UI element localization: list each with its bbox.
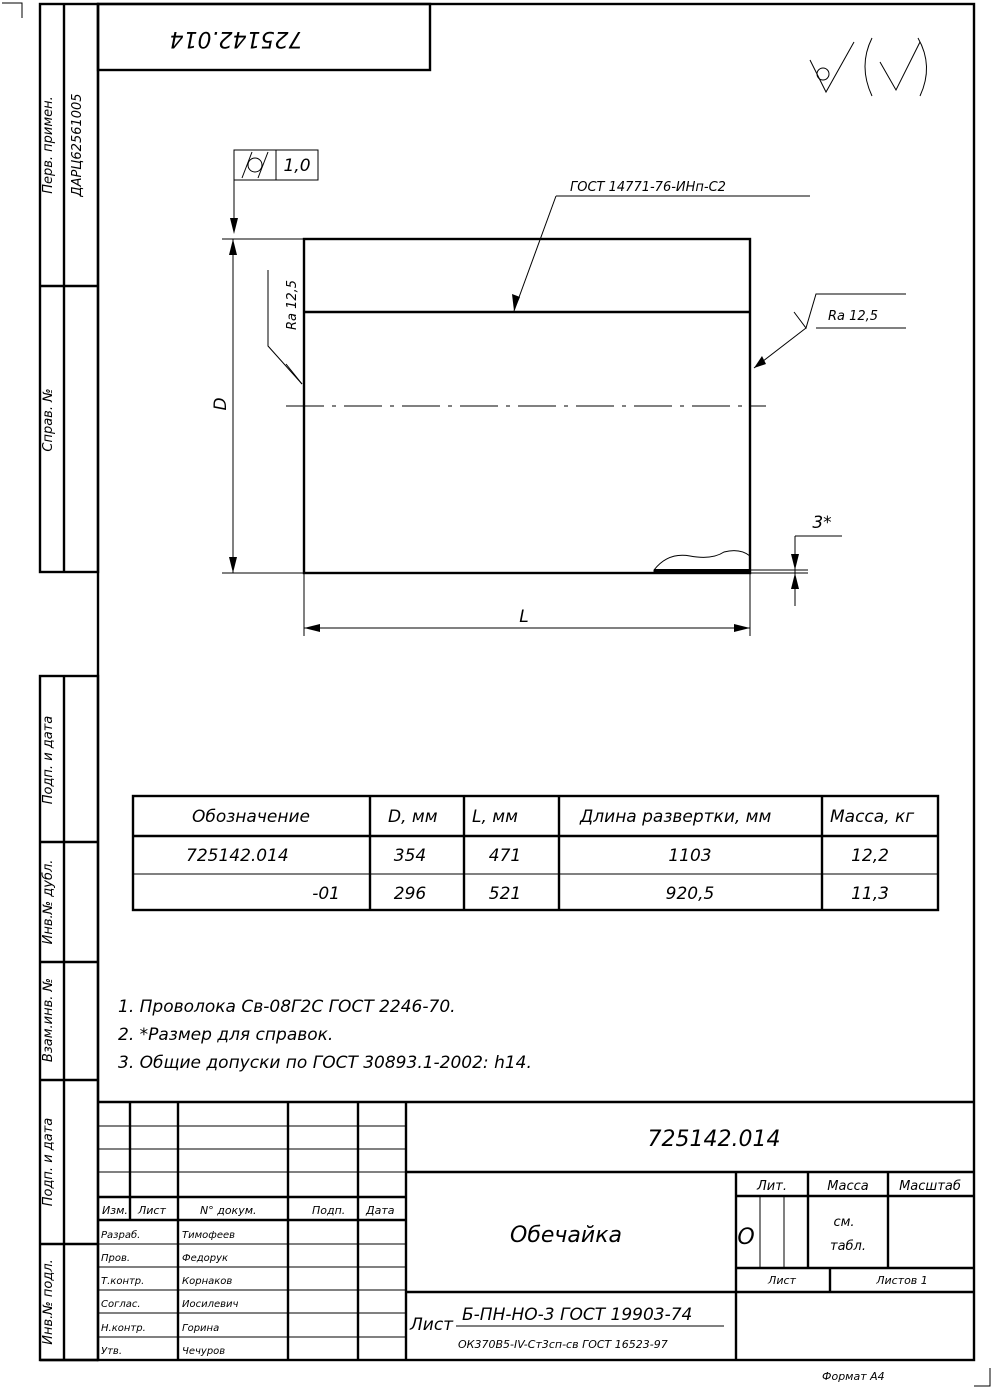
table-cell: -01 (312, 884, 340, 904)
material-prefix: Лист (410, 1315, 454, 1335)
title-block (98, 1102, 974, 1360)
roughness-right (754, 294, 906, 368)
note-2: 2. *Размер для справок. (118, 1025, 334, 1045)
podp-data-label: Подп. и дата (41, 715, 56, 805)
lit-value: О (737, 1225, 755, 1250)
sheets-label: Листов 1 (876, 1274, 928, 1287)
cylindricity-icon (242, 152, 268, 178)
dim-diameter-label: D (211, 397, 231, 411)
weld-callout-text: ГОСТ 14771-76-ИНп-С2 (570, 180, 726, 195)
name-tkontr: Корнаков (182, 1276, 233, 1287)
variants-table (133, 796, 938, 910)
table-header-length: Длина развертки, мм (580, 807, 772, 827)
inv-dubl-label: Инв.№ дубл. (41, 859, 56, 945)
weld-callout (512, 180, 810, 311)
format-label: Формат А4 (822, 1370, 885, 1383)
name-prov: Федорук (182, 1253, 229, 1264)
mass-label: Масса (827, 1179, 869, 1194)
izm-label: Изм. (102, 1204, 128, 1217)
perv-primen-label: Перв. примен. (41, 96, 56, 194)
inv-podl-label: Инв.№ подл. (41, 1259, 56, 1345)
table-cell: 920,5 (665, 884, 715, 904)
name-razrab: Тимофеев (182, 1230, 236, 1241)
mass-value-line2: табл. (830, 1239, 866, 1254)
material-line1: Б-ПН-НО-3 ГОСТ 19903-74 (462, 1305, 693, 1325)
sheet-label: Лист (768, 1274, 796, 1287)
sprav-label: Справ. № (41, 388, 56, 452)
dim-diameter (211, 239, 237, 573)
role-nkontr: Н.контр. (101, 1323, 146, 1334)
dim-length (304, 607, 750, 632)
dim-thickness (791, 513, 842, 606)
roughness-left (268, 270, 302, 384)
part-name: Обечайка (510, 1223, 622, 1248)
podp-label: Подп. (312, 1204, 346, 1217)
role-prov: Пров. (101, 1253, 131, 1264)
role-tkontr: Т.контр. (101, 1276, 145, 1287)
name-soglas: Иосилевич (182, 1299, 239, 1310)
top-stamp (98, 4, 430, 70)
table-cell: 11,3 (851, 884, 889, 904)
lit-label: Лит. (757, 1179, 787, 1194)
cylindricity-tolerance-frame (230, 150, 318, 234)
role-utv: Утв. (101, 1346, 122, 1357)
scale-label: Масштаб (899, 1179, 961, 1194)
cylindricity-value: 1,0 (283, 156, 311, 176)
role-soglas: Соглас. (101, 1299, 141, 1310)
n-dokum-label: N° докум. (200, 1204, 257, 1217)
left-margin (40, 4, 98, 1360)
vzam-inv-label: Взам.инв. № (41, 977, 56, 1063)
table-header-mass: Масса, кг (830, 807, 915, 827)
top-stamp-code: 725142.014 (169, 26, 303, 51)
table-header-l: L, мм (472, 807, 518, 827)
table-cell: 354 (393, 846, 427, 866)
dim-length-label: L (519, 607, 529, 627)
podp-data-label-2: Подп. и дата (41, 1117, 56, 1207)
table-cell: 296 (393, 884, 427, 904)
drawing-frame (98, 4, 974, 1360)
perv-primen-value: ДАРЦ62561005 (70, 93, 85, 197)
tb-designation: 725142.014 (647, 1127, 781, 1152)
general-roughness-icon (810, 38, 927, 96)
name-nkontr: Горина (182, 1323, 220, 1334)
table-cell: 471 (488, 846, 522, 866)
table-cell: 725142.014 (186, 846, 289, 866)
mass-value-line1: см. (833, 1215, 855, 1230)
table-header-d: D, мм (388, 807, 438, 827)
role-razrab: Разраб. (101, 1230, 141, 1241)
note-3: 3. Общие допуски по ГОСТ 30893.1-2002: h14. (118, 1053, 532, 1073)
material-line2: ОК370В5-IV-Ст3сп-св ГОСТ 16523-97 (458, 1338, 668, 1351)
table-header-designation: Обозначение (192, 807, 310, 827)
technical-notes (118, 997, 532, 1073)
name-utv: Чечуров (182, 1346, 226, 1357)
roughness-right-text: Ra 12,5 (828, 309, 879, 324)
roughness-left-text: Ra 12,5 (285, 279, 300, 330)
note-1: 1. Проволока Св-08Г2С ГОСТ 2246-70. (118, 997, 456, 1017)
table-cell: 521 (488, 884, 522, 904)
list-label: Лист (138, 1204, 166, 1217)
dim-thickness-label: 3* (812, 513, 832, 533)
table-cell: 12,2 (851, 846, 889, 866)
table-cell: 1103 (668, 846, 712, 866)
part-view (211, 150, 906, 636)
data-label: Дата (366, 1204, 395, 1217)
